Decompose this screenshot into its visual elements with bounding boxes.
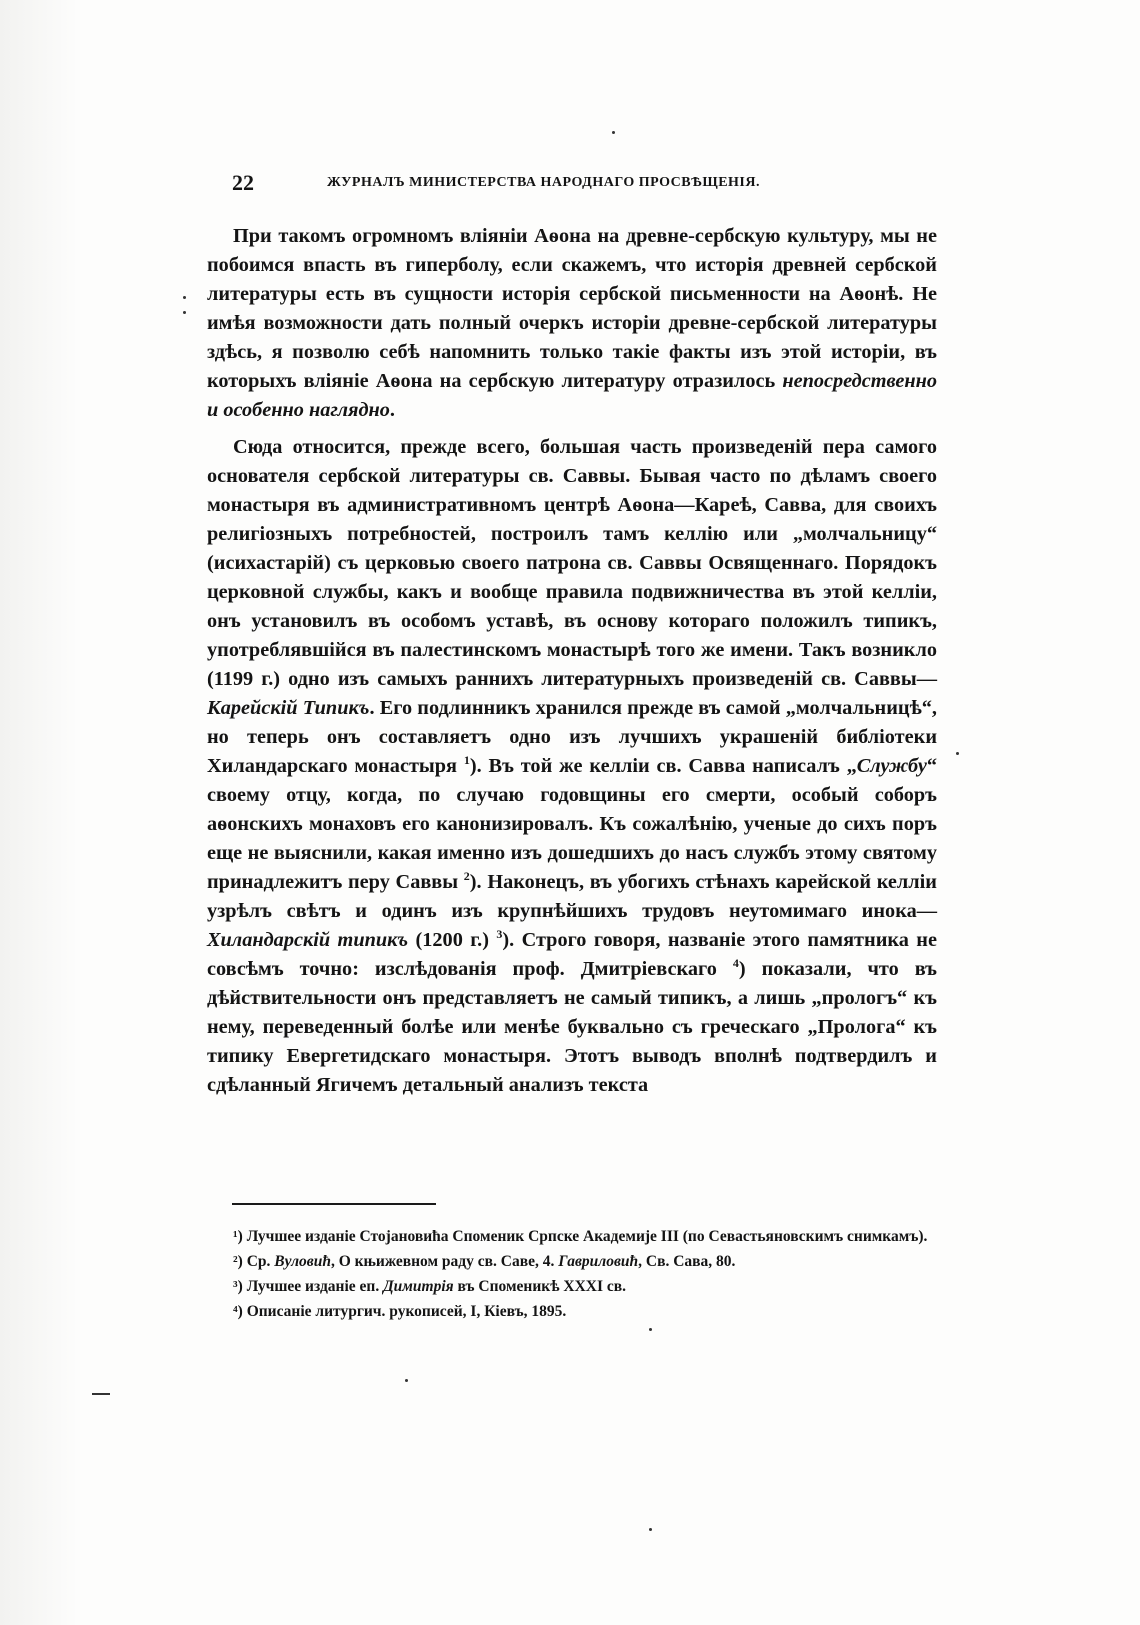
footnote-2: ²) Ср. Вуловић, О књижевном раду св. Саве, 4. Гавриловић, Св. Сава, 80.: [233, 1253, 736, 1270]
paragraph-2: Сюда относится, прежде всего, большая часть произведеній пера самого основателя сербской литературы св. Саввы. Бывая часто по дѣламъ своего монастыря въ административномъ центрѣ Аѳона—Кареѣ, Савва, для своихъ религіозныхъ потребностей, построилъ тамъ келлію или „молчальницу“ (исихастарій) съ церковью своего патрона св. Саввы Освященнаго. Порядокъ церковной службы, какъ и вообще правила подвижничества въ этой келліи, онъ установилъ въ особомъ уставѣ, въ основу котораго положилъ типикъ, употреблявшійся въ палестинскомъ монастырѣ того же имени. Такъ возникло (1199 г.) одно изъ самыхъ раннихъ литературныхъ произведеній св. Саввы—Карейскій Типикъ. Его подлинникъ хранился прежде въ самой „молчальницѣ“, но теперь онъ составляетъ одно изъ лучшихъ украшеній библіотеки Хиландарскаго монастыря $^1$). Въ той же келліи св. Савва написалъ „Службу“ своему отцу, когда, по случаю годовщины его смерти, особый соборъ аѳонскихъ монаховъ его канонизировалъ. Къ сожалѣнію, ученые до сихъ поръ еще не выяснили, какая именно изъ дошедшихъ до насъ службъ этому святому принадлежитъ перу Саввы $^2$). Наконецъ, въ убогихъ стѣнахъ карейской келліи узрѣлъ свѣтъ и одинъ изъ крупнѣйшихъ трудовъ неутомимаго инока—Хиландарскій типикъ (1200 г.) $^3$). Строго говоря, названіе этого памятника не совсѣмъ точно: изслѣдованія проф. Дмитріевскаго $^4$) показали, что въ дѣйствительности онъ представляетъ не самый типикъ, а лишь „прологъ“ къ нему, переведенный болѣе или менѣе буквально съ греческаго „Пролога“ къ типику Евергетидскаго монастыря. Этотъ выводъ вполнѣ подтвердилъ и сдѣланный Ягичемъ детальный анализъ текста: [207, 436, 937, 1096]
footnote-3: ³) Лучшее изданіе еп. Димитрія въ Споменикѣ XXXI св.: [233, 1278, 627, 1295]
scan-mark: [92, 1393, 110, 1395]
footnote-divider: [232, 1203, 436, 1205]
footnote-ref-1[interactable]: 1: [463, 753, 470, 768]
italic-emphasis: непосредственно и особенно наглядно: [207, 370, 937, 421]
footnote-ref-3[interactable]: 3: [496, 927, 503, 942]
scan-speck: [612, 131, 615, 134]
page-number: 22: [232, 170, 254, 195]
page-gutter-shadow: [0, 0, 78, 1625]
italic-title-kareisky-typikon: Карейскій Типикъ: [207, 697, 370, 719]
scan-speck: [649, 1528, 652, 1531]
italic-title-sluzhba: Службу: [856, 755, 927, 777]
scan-speck: [956, 752, 959, 755]
scan-speck: [183, 296, 186, 299]
scan-speck: [649, 1328, 652, 1331]
italic-title-hilandar-typikon: Хиландарскій типикъ: [207, 929, 409, 951]
footnote-1: ¹) Лучшее изданіе Стојановића Споменик Српске Академије III (по Севастьяновскимъ снимкамъ).: [233, 1228, 928, 1245]
scan-speck: [405, 1379, 408, 1382]
main-text: [207, 222, 937, 1108]
footnote-ref-2[interactable]: 2: [463, 869, 470, 884]
running-title: ЖУРНАЛЪ МИНИСТЕРСТВА НАРОДНАГО ПРОСВѢЩЕНІЯ.: [327, 175, 760, 190]
footnote-ref-4[interactable]: 4: [732, 956, 739, 971]
footnotes: [207, 1224, 937, 1324]
paragraph-1: При такомъ огромномъ вліяніи Аѳона на древне-сербскую культуру, мы не побоимся впасть въ гиперболу, если скажемъ, что исторія древней сербской литературы есть въ сущности исторія сербской письменности на Аѳонѣ. Не имѣя возможности дать полный очеркъ исторіи древне-сербской литературы здѣсь, я позволю себѣ напомнить только такіе факты изъ этой исторіи, въ которыхъ вліяніе Аѳона на сербскую литературу отразилось непосредственно и особенно наглядно.: [207, 225, 937, 421]
scan-speck: [183, 311, 186, 314]
running-header: [232, 170, 937, 200]
footnote-4: ⁴) Описаніе литургич. рукописей, I, Кіевъ, 1895.: [233, 1303, 567, 1320]
